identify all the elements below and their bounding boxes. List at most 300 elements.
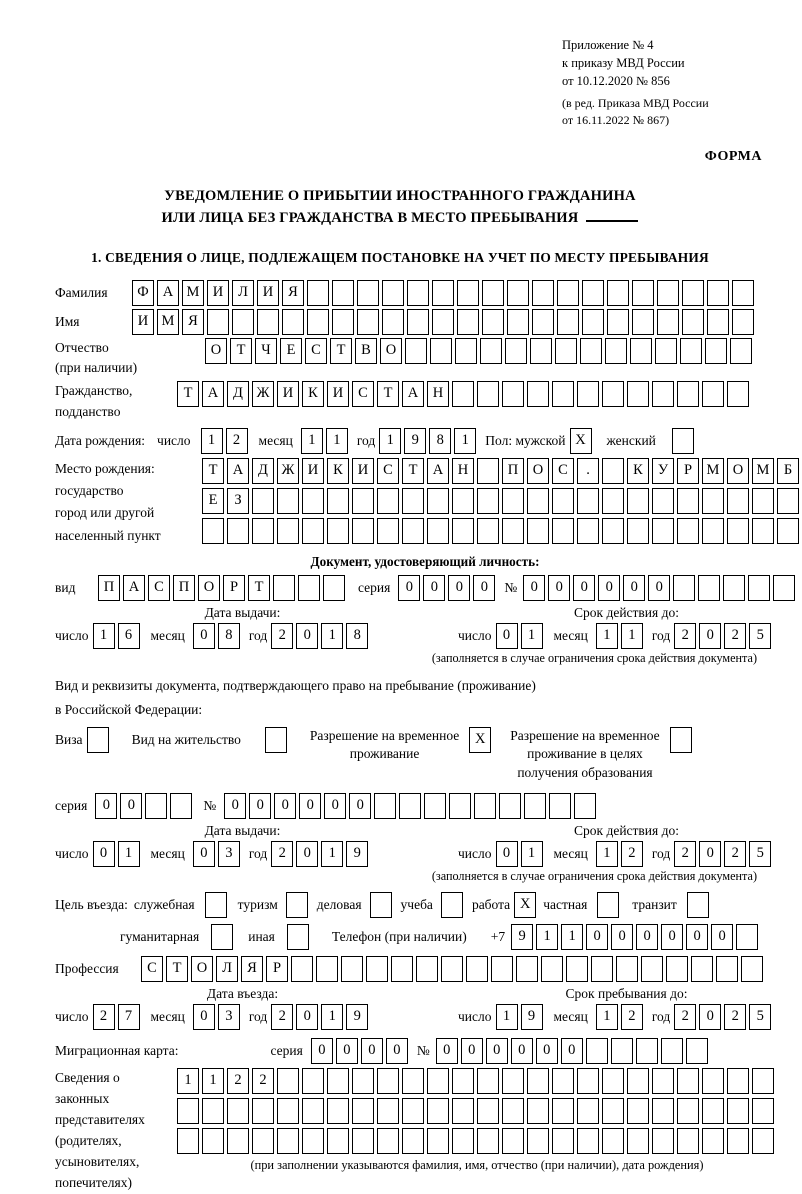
form-cell[interactable] xyxy=(680,338,702,364)
form-cell[interactable] xyxy=(707,309,729,335)
form-cell[interactable] xyxy=(552,518,574,544)
entry-day-cells[interactable] xyxy=(93,1004,143,1030)
form-cell[interactable]: А xyxy=(157,280,179,306)
form-cell[interactable]: Ж xyxy=(252,381,274,407)
form-cell[interactable]: 1 xyxy=(596,1004,618,1030)
form-cell[interactable] xyxy=(87,727,109,753)
form-cell[interactable] xyxy=(677,1098,699,1124)
form-cell[interactable] xyxy=(602,381,624,407)
form-cell[interactable] xyxy=(416,956,438,982)
form-cell[interactable]: . xyxy=(577,458,599,484)
form-cell[interactable] xyxy=(670,727,692,753)
form-cell[interactable]: К xyxy=(327,458,349,484)
form-cell[interactable]: 0 xyxy=(361,1038,383,1064)
form-cell[interactable]: Н xyxy=(452,458,474,484)
form-cell[interactable] xyxy=(723,575,745,601)
stay-year-cells[interactable] xyxy=(674,1004,774,1030)
form-cell[interactable] xyxy=(698,575,720,601)
form-cell[interactable]: Т xyxy=(177,381,199,407)
form-cell[interactable] xyxy=(457,280,479,306)
form-cell[interactable] xyxy=(566,956,588,982)
form-cell[interactable]: Т xyxy=(166,956,188,982)
form-cell[interactable] xyxy=(702,488,724,514)
form-cell[interactable]: 2 xyxy=(252,1068,274,1094)
form-cell[interactable] xyxy=(673,575,695,601)
form-cell[interactable]: Д xyxy=(227,381,249,407)
form-cell[interactable] xyxy=(516,956,538,982)
form-cell[interactable] xyxy=(577,1098,599,1124)
form-cell[interactable] xyxy=(352,1068,374,1094)
form-cell[interactable] xyxy=(302,1098,324,1124)
form-cell[interactable] xyxy=(252,518,274,544)
form-cell[interactable] xyxy=(452,1128,474,1154)
form-cell[interactable] xyxy=(607,280,629,306)
form-cell[interactable]: Е xyxy=(202,488,224,514)
form-cell[interactable]: 0 xyxy=(586,924,608,950)
form-cell[interactable] xyxy=(752,518,774,544)
form-cell[interactable] xyxy=(352,488,374,514)
migration-series-cells[interactable] xyxy=(311,1038,411,1064)
purpose-official-checkbox[interactable] xyxy=(205,892,230,918)
form-cell[interactable] xyxy=(277,1128,299,1154)
form-cell[interactable]: 0 xyxy=(699,841,721,867)
form-cell[interactable] xyxy=(730,338,752,364)
form-cell[interactable] xyxy=(227,518,249,544)
form-cell[interactable]: 1 xyxy=(118,841,140,867)
form-cell[interactable] xyxy=(732,309,754,335)
residence-issue-day-cells[interactable] xyxy=(93,841,143,867)
form-cell[interactable] xyxy=(591,956,613,982)
form-cell[interactable] xyxy=(477,1128,499,1154)
form-cell[interactable] xyxy=(491,956,513,982)
form-cell[interactable] xyxy=(307,309,329,335)
form-cell[interactable] xyxy=(257,309,279,335)
doc-number-cells[interactable] xyxy=(523,575,798,601)
form-cell[interactable] xyxy=(557,280,579,306)
form-cell[interactable] xyxy=(627,488,649,514)
form-cell[interactable] xyxy=(716,956,738,982)
form-cell[interactable]: 9 xyxy=(404,428,426,454)
form-cell[interactable] xyxy=(332,309,354,335)
form-cell[interactable]: 0 xyxy=(296,1004,318,1030)
form-cell[interactable] xyxy=(527,381,549,407)
form-cell[interactable] xyxy=(432,309,454,335)
form-cell[interactable] xyxy=(727,488,749,514)
form-cell[interactable]: О xyxy=(191,956,213,982)
surname-cells[interactable] xyxy=(132,280,757,306)
form-cell[interactable]: 0 xyxy=(193,1004,215,1030)
form-cell[interactable] xyxy=(327,1128,349,1154)
form-cell[interactable]: 1 xyxy=(454,428,476,454)
form-cell[interactable]: Б xyxy=(777,458,799,484)
form-cell[interactable]: 5 xyxy=(749,1004,771,1030)
form-cell[interactable] xyxy=(552,1068,574,1094)
form-cell[interactable]: 1 xyxy=(321,623,343,649)
form-cell[interactable] xyxy=(736,924,758,950)
form-cell[interactable]: 0 xyxy=(711,924,733,950)
form-cell[interactable] xyxy=(727,1068,749,1094)
migration-number-cells[interactable] xyxy=(436,1038,711,1064)
doc-kind-cells[interactable] xyxy=(98,575,348,601)
form-cell[interactable]: Т xyxy=(377,381,399,407)
purpose-private-checkbox[interactable] xyxy=(597,892,622,918)
residence-issue-month-cells[interactable] xyxy=(193,841,243,867)
form-cell[interactable] xyxy=(357,309,379,335)
form-cell[interactable] xyxy=(666,956,688,982)
form-cell[interactable] xyxy=(327,1068,349,1094)
form-cell[interactable]: 0 xyxy=(561,1038,583,1064)
form-cell[interactable] xyxy=(480,338,502,364)
birth-month-cells[interactable] xyxy=(301,428,351,454)
form-cell[interactable] xyxy=(682,309,704,335)
form-cell[interactable]: Т xyxy=(230,338,252,364)
form-cell[interactable] xyxy=(602,1098,624,1124)
form-cell[interactable] xyxy=(652,1068,674,1094)
form-cell[interactable]: П xyxy=(502,458,524,484)
entry-month-cells[interactable] xyxy=(193,1004,243,1030)
form-cell[interactable] xyxy=(527,1098,549,1124)
form-cell[interactable]: С xyxy=(148,575,170,601)
form-cell[interactable] xyxy=(352,518,374,544)
form-cell[interactable]: 0 xyxy=(461,1038,483,1064)
form-cell[interactable] xyxy=(636,1038,658,1064)
form-cell[interactable] xyxy=(277,488,299,514)
doc-valid-month-cells[interactable] xyxy=(596,623,646,649)
form-cell[interactable] xyxy=(652,518,674,544)
form-cell[interactable] xyxy=(691,956,713,982)
form-cell[interactable] xyxy=(602,518,624,544)
form-cell[interactable] xyxy=(430,338,452,364)
form-cell[interactable]: Т xyxy=(202,458,224,484)
form-cell[interactable] xyxy=(145,793,167,819)
form-cell[interactable] xyxy=(611,1038,633,1064)
form-cell[interactable] xyxy=(177,1098,199,1124)
form-cell[interactable] xyxy=(527,488,549,514)
form-cell[interactable]: 0 xyxy=(299,793,321,819)
form-cell[interactable] xyxy=(432,280,454,306)
form-cell[interactable] xyxy=(377,1068,399,1094)
form-cell[interactable] xyxy=(205,892,227,918)
form-cell[interactable] xyxy=(527,1068,549,1094)
form-cell[interactable]: 2 xyxy=(271,623,293,649)
form-cell[interactable]: 0 xyxy=(496,623,518,649)
representatives-cells-line3[interactable] xyxy=(177,1128,777,1154)
form-cell[interactable] xyxy=(632,280,654,306)
form-cell[interactable] xyxy=(702,381,724,407)
form-cell[interactable]: А xyxy=(402,381,424,407)
form-cell[interactable] xyxy=(291,956,313,982)
form-cell[interactable] xyxy=(677,488,699,514)
form-cell[interactable] xyxy=(532,280,554,306)
form-cell[interactable] xyxy=(477,1098,499,1124)
form-cell[interactable] xyxy=(482,309,504,335)
form-cell[interactable] xyxy=(530,338,552,364)
doc-issue-month-cells[interactable] xyxy=(193,623,243,649)
form-cell[interactable] xyxy=(377,518,399,544)
form-cell[interactable] xyxy=(577,1068,599,1094)
form-cell[interactable]: И xyxy=(302,458,324,484)
form-cell[interactable]: Р xyxy=(223,575,245,601)
form-cell[interactable]: Р xyxy=(266,956,288,982)
form-cell[interactable]: 0 xyxy=(699,623,721,649)
form-cell[interactable] xyxy=(641,956,663,982)
form-cell[interactable]: Е xyxy=(280,338,302,364)
form-cell[interactable]: 8 xyxy=(346,623,368,649)
form-cell[interactable] xyxy=(549,793,571,819)
form-cell[interactable] xyxy=(577,488,599,514)
form-cell[interactable] xyxy=(377,488,399,514)
form-cell[interactable] xyxy=(607,309,629,335)
form-cell[interactable] xyxy=(552,488,574,514)
form-cell[interactable]: А xyxy=(427,458,449,484)
form-cell[interactable] xyxy=(502,518,524,544)
form-cell[interactable]: 0 xyxy=(193,623,215,649)
form-cell[interactable] xyxy=(455,338,477,364)
form-cell[interactable] xyxy=(524,793,546,819)
form-cell[interactable] xyxy=(449,793,471,819)
form-cell[interactable]: 2 xyxy=(271,841,293,867)
visa-checkbox[interactable] xyxy=(87,727,112,753)
form-cell[interactable] xyxy=(252,1128,274,1154)
form-cell[interactable] xyxy=(391,956,413,982)
form-cell[interactable] xyxy=(687,892,709,918)
form-cell[interactable]: 1 xyxy=(596,623,618,649)
form-cell[interactable]: 1 xyxy=(321,841,343,867)
form-cell[interactable] xyxy=(402,518,424,544)
form-cell[interactable] xyxy=(286,892,308,918)
doc-issue-day-cells[interactable] xyxy=(93,623,143,649)
form-cell[interactable] xyxy=(727,381,749,407)
form-cell[interactable]: X xyxy=(570,428,592,454)
form-cell[interactable]: 2 xyxy=(226,428,248,454)
form-cell[interactable]: М xyxy=(702,458,724,484)
stay-day-cells[interactable] xyxy=(496,1004,546,1030)
form-cell[interactable] xyxy=(477,488,499,514)
form-cell[interactable] xyxy=(252,1098,274,1124)
form-cell[interactable] xyxy=(399,793,421,819)
form-cell[interactable]: 2 xyxy=(674,1004,696,1030)
form-cell[interactable] xyxy=(652,488,674,514)
form-cell[interactable]: Я xyxy=(282,280,304,306)
form-cell[interactable] xyxy=(686,1038,708,1064)
sex-male-checkbox[interactable] xyxy=(570,428,595,454)
form-cell[interactable] xyxy=(502,1068,524,1094)
form-cell[interactable] xyxy=(357,280,379,306)
form-cell[interactable]: 0 xyxy=(648,575,670,601)
form-cell[interactable]: Н xyxy=(427,381,449,407)
form-cell[interactable] xyxy=(427,518,449,544)
form-cell[interactable] xyxy=(452,488,474,514)
form-cell[interactable]: И xyxy=(207,280,229,306)
form-cell[interactable] xyxy=(557,309,579,335)
form-cell[interactable]: О xyxy=(205,338,227,364)
purpose-transit-checkbox[interactable] xyxy=(687,892,712,918)
sex-female-checkbox[interactable] xyxy=(672,428,697,454)
form-cell[interactable]: И xyxy=(257,280,279,306)
form-cell[interactable] xyxy=(541,956,563,982)
form-cell[interactable] xyxy=(227,1098,249,1124)
form-cell[interactable] xyxy=(677,1068,699,1094)
form-cell[interactable] xyxy=(202,1128,224,1154)
form-cell[interactable]: М xyxy=(157,309,179,335)
birth-place-cells-line3[interactable] xyxy=(202,518,802,544)
form-cell[interactable]: Р xyxy=(677,458,699,484)
form-cell[interactable] xyxy=(302,1128,324,1154)
form-cell[interactable] xyxy=(602,488,624,514)
form-cell[interactable]: 2 xyxy=(724,841,746,867)
form-cell[interactable]: 0 xyxy=(423,575,445,601)
birth-day-cells[interactable] xyxy=(201,428,251,454)
form-cell[interactable]: 1 xyxy=(177,1068,199,1094)
form-cell[interactable] xyxy=(727,518,749,544)
form-cell[interactable] xyxy=(752,1098,774,1124)
form-cell[interactable]: 0 xyxy=(598,575,620,601)
form-cell[interactable] xyxy=(552,1128,574,1154)
form-cell[interactable] xyxy=(302,488,324,514)
form-cell[interactable]: 1 xyxy=(326,428,348,454)
form-cell[interactable]: Д xyxy=(252,458,274,484)
form-cell[interactable]: А xyxy=(202,381,224,407)
form-cell[interactable]: 0 xyxy=(249,793,271,819)
form-cell[interactable]: 1 xyxy=(561,924,583,950)
form-cell[interactable] xyxy=(748,575,770,601)
form-cell[interactable] xyxy=(332,280,354,306)
form-cell[interactable] xyxy=(602,1068,624,1094)
form-cell[interactable] xyxy=(424,793,446,819)
form-cell[interactable] xyxy=(586,1038,608,1064)
form-cell[interactable] xyxy=(466,956,488,982)
form-cell[interactable] xyxy=(452,518,474,544)
form-cell[interactable] xyxy=(777,488,799,514)
given-name-cells[interactable] xyxy=(132,309,757,335)
form-cell[interactable]: 1 xyxy=(621,623,643,649)
form-cell[interactable] xyxy=(232,309,254,335)
doc-valid-day-cells[interactable] xyxy=(496,623,546,649)
form-cell[interactable] xyxy=(177,1128,199,1154)
form-cell[interactable] xyxy=(752,1068,774,1094)
form-cell[interactable] xyxy=(627,1128,649,1154)
form-cell[interactable]: 5 xyxy=(749,841,771,867)
form-cell[interactable] xyxy=(657,309,679,335)
form-cell[interactable]: П xyxy=(98,575,120,601)
form-cell[interactable]: С xyxy=(552,458,574,484)
form-cell[interactable] xyxy=(457,309,479,335)
form-cell[interactable] xyxy=(352,1098,374,1124)
residence-issue-year-cells[interactable] xyxy=(271,841,371,867)
form-cell[interactable] xyxy=(627,1068,649,1094)
form-cell[interactable]: 0 xyxy=(436,1038,458,1064)
form-cell[interactable] xyxy=(327,518,349,544)
form-cell[interactable]: 0 xyxy=(349,793,371,819)
form-cell[interactable] xyxy=(552,381,574,407)
form-cell[interactable] xyxy=(605,338,627,364)
form-cell[interactable]: 0 xyxy=(398,575,420,601)
form-cell[interactable] xyxy=(327,488,349,514)
form-cell[interactable] xyxy=(657,280,679,306)
form-cell[interactable] xyxy=(282,309,304,335)
form-cell[interactable] xyxy=(452,381,474,407)
form-cell[interactable] xyxy=(630,338,652,364)
form-cell[interactable]: 1 xyxy=(536,924,558,950)
form-cell[interactable] xyxy=(580,338,602,364)
form-cell[interactable] xyxy=(407,309,429,335)
form-cell[interactable] xyxy=(627,381,649,407)
form-cell[interactable]: 0 xyxy=(496,841,518,867)
form-cell[interactable] xyxy=(727,1098,749,1124)
form-cell[interactable] xyxy=(202,1098,224,1124)
form-cell[interactable] xyxy=(402,1098,424,1124)
form-cell[interactable]: С xyxy=(305,338,327,364)
form-cell[interactable] xyxy=(552,1098,574,1124)
form-cell[interactable] xyxy=(452,1098,474,1124)
form-cell[interactable] xyxy=(277,1068,299,1094)
purpose-study-checkbox[interactable] xyxy=(441,892,466,918)
form-cell[interactable]: 1 xyxy=(379,428,401,454)
form-cell[interactable] xyxy=(574,793,596,819)
form-cell[interactable]: 9 xyxy=(346,1004,368,1030)
form-cell[interactable]: К xyxy=(627,458,649,484)
form-cell[interactable]: А xyxy=(227,458,249,484)
form-cell[interactable]: Я xyxy=(182,309,204,335)
form-cell[interactable]: 2 xyxy=(724,1004,746,1030)
form-cell[interactable] xyxy=(427,488,449,514)
form-cell[interactable]: 0 xyxy=(573,575,595,601)
residence-series-cells[interactable] xyxy=(95,793,195,819)
form-cell[interactable]: 0 xyxy=(636,924,658,950)
phone-cells[interactable] xyxy=(511,924,761,950)
purpose-work-checkbox[interactable] xyxy=(514,892,539,918)
birth-place-cells-line2[interactable] xyxy=(202,488,802,514)
form-cell[interactable]: О xyxy=(380,338,402,364)
form-cell[interactable]: 0 xyxy=(120,793,142,819)
form-cell[interactable] xyxy=(627,518,649,544)
entry-year-cells[interactable] xyxy=(271,1004,371,1030)
form-cell[interactable] xyxy=(370,892,392,918)
form-cell[interactable] xyxy=(727,1128,749,1154)
form-cell[interactable] xyxy=(527,518,549,544)
form-cell[interactable] xyxy=(777,518,799,544)
form-cell[interactable]: 0 xyxy=(473,575,495,601)
form-cell[interactable] xyxy=(705,338,727,364)
form-cell[interactable] xyxy=(582,280,604,306)
form-cell[interactable]: З xyxy=(227,488,249,514)
form-cell[interactable] xyxy=(702,1098,724,1124)
form-cell[interactable] xyxy=(298,575,320,601)
form-cell[interactable] xyxy=(377,1128,399,1154)
form-cell[interactable] xyxy=(502,1098,524,1124)
form-cell[interactable]: X xyxy=(469,727,491,753)
form-cell[interactable]: И xyxy=(327,381,349,407)
form-cell[interactable] xyxy=(341,956,363,982)
form-cell[interactable]: Т xyxy=(248,575,270,601)
form-cell[interactable] xyxy=(273,575,295,601)
form-cell[interactable]: И xyxy=(277,381,299,407)
form-cell[interactable] xyxy=(252,488,274,514)
form-cell[interactable]: 1 xyxy=(496,1004,518,1030)
form-cell[interactable] xyxy=(374,793,396,819)
form-cell[interactable]: С xyxy=(377,458,399,484)
form-cell[interactable] xyxy=(265,727,287,753)
form-cell[interactable]: 3 xyxy=(218,841,240,867)
purpose-tourism-checkbox[interactable] xyxy=(286,892,311,918)
form-cell[interactable]: 1 xyxy=(93,623,115,649)
form-cell[interactable]: 9 xyxy=(521,1004,543,1030)
form-cell[interactable] xyxy=(655,338,677,364)
form-cell[interactable] xyxy=(499,793,521,819)
purpose-business-checkbox[interactable] xyxy=(370,892,395,918)
form-cell[interactable]: А xyxy=(123,575,145,601)
form-cell[interactable] xyxy=(441,956,463,982)
